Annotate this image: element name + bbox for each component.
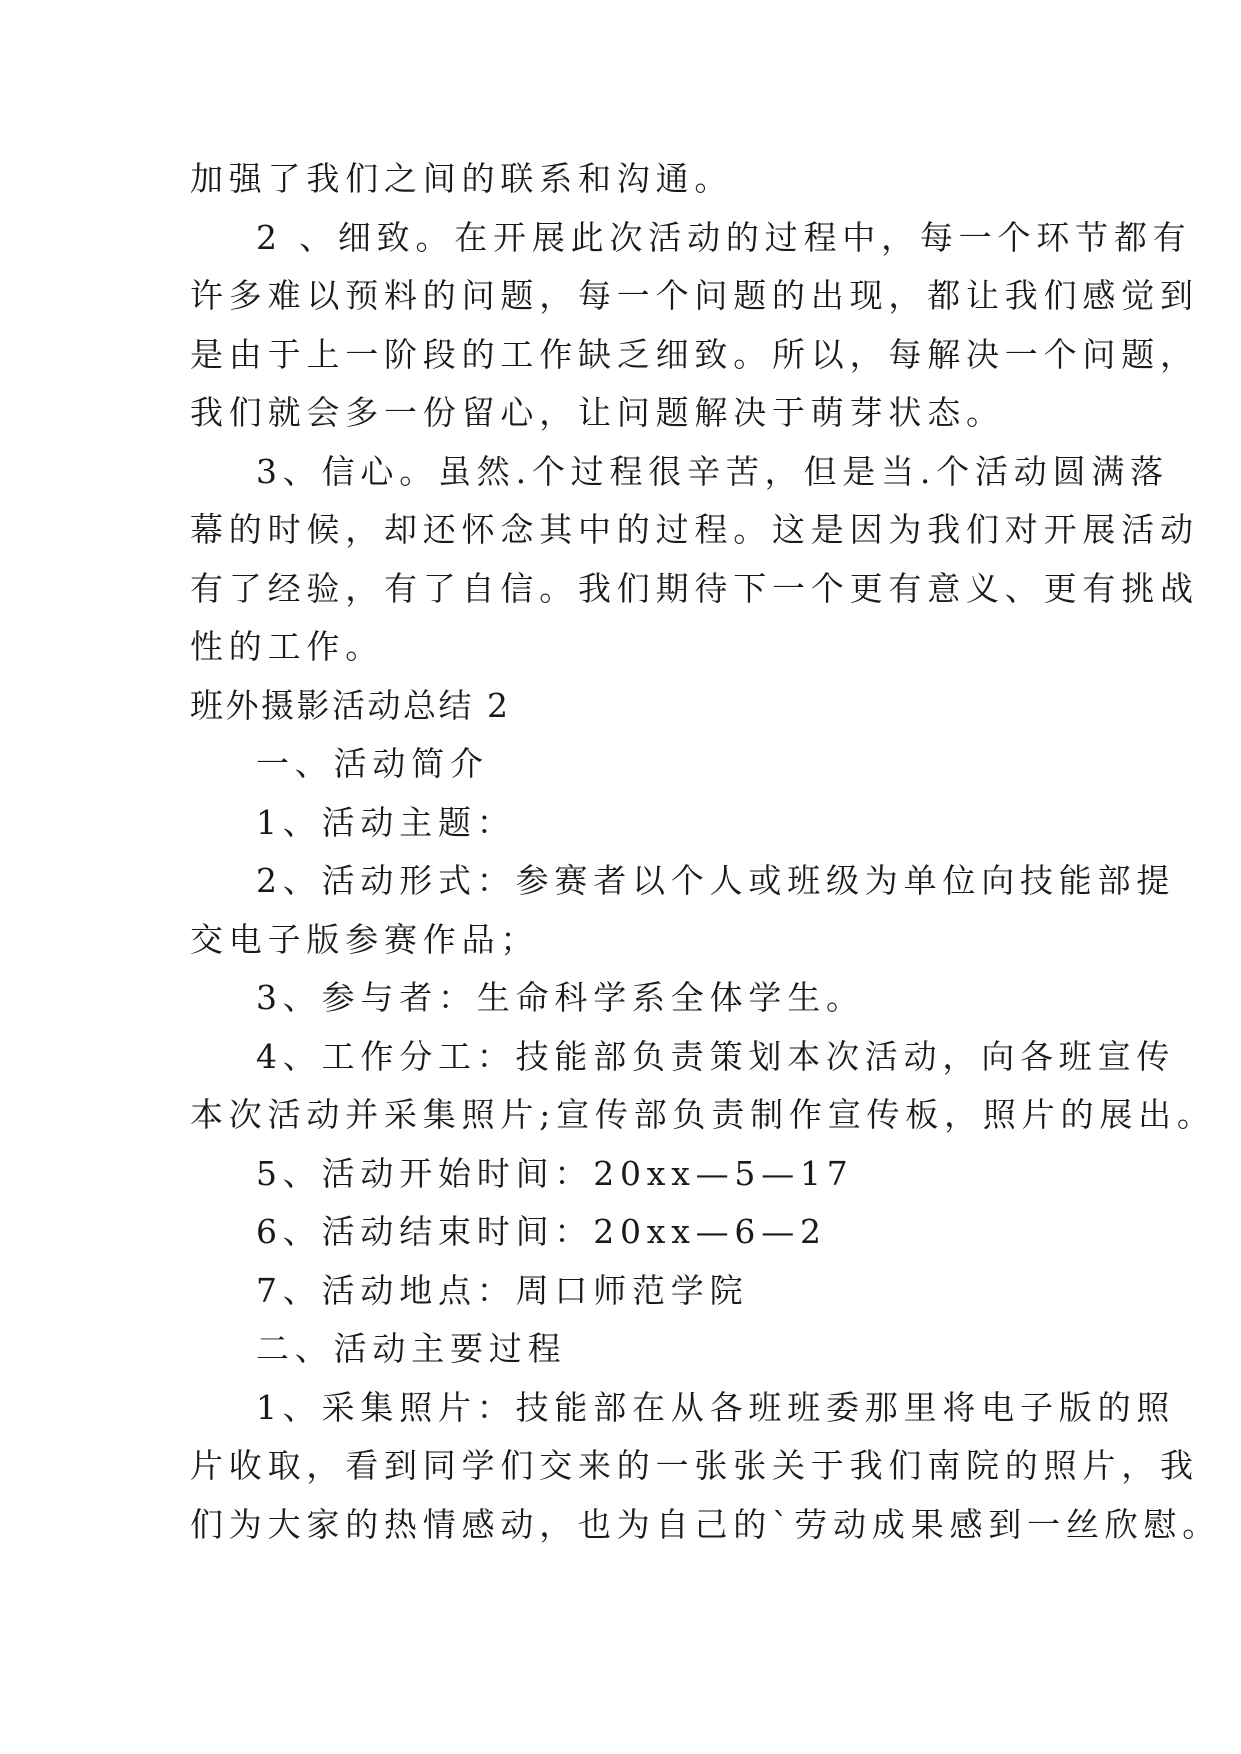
paragraph-line: 我们就会多一份留心，让问题解决于萌芽状态。 xyxy=(190,393,1005,432)
list-item: 5、活动开始时间：20xx—5—17 xyxy=(256,1153,854,1193)
paragraph-line: 是由于上一阶段的工作缺乏细致。所以，每解决一个问题， xyxy=(190,334,1199,374)
section-heading: 二、活动主要过程 xyxy=(256,1329,567,1368)
document-page xyxy=(190,150,1222,1554)
paragraph-line: 性的工作。 xyxy=(190,627,384,666)
section-heading: 一、活动简介 xyxy=(256,744,489,783)
list-item: 1、活动主题： xyxy=(256,802,516,842)
paragraph-line: 们为大家的热情感动，也为自己的`劳动成果感到一丝欣慰。 xyxy=(190,1504,1222,1544)
section-title: 班外摄影活动总结 2 xyxy=(190,685,511,725)
list-item: 3、参与者：生命科学系全体学生。 xyxy=(256,978,865,1017)
list-item: 1、采集照片：技能部在从各班班委那里将电子版的照 xyxy=(256,1387,1176,1427)
list-item: 7、活动地点：周口师范学院 xyxy=(256,1270,749,1310)
list-item: 2、活动形式：参赛者以个人或班级为单位向技能部提 xyxy=(256,861,1176,900)
list-item: 4、工作分工：技能部负责策划本次活动，向各班宣传 xyxy=(256,1036,1176,1076)
paragraph-line: 3、信心。虽然.个过程很辛苦，但是当.个活动圆满落 xyxy=(256,451,1169,491)
paragraph-line: 2 、细致。在开展此次活动的过程中，每一个环节都有 xyxy=(256,217,1192,257)
paragraph-line: 有了经验，有了自信。我们期待下一个更有意义、更有挑战 xyxy=(190,568,1199,608)
paragraph-line: 交电子版参赛作品； xyxy=(190,919,540,959)
paragraph-line: 许多难以预料的问题，每一个问题的出现，都让我们感觉到 xyxy=(190,276,1199,315)
paragraph-line: 加强了我们之间的联系和沟通。 xyxy=(190,159,734,198)
paragraph-line: 片收取，看到同学们交来的一张张关于我们南院的照片，我 xyxy=(190,1446,1199,1485)
list-item: 6、活动结束时间：20xx—6—2 xyxy=(256,1212,827,1251)
paragraph-line: 本次活动并采集照片;宣传部负责制作宣传板，照片的展出。 xyxy=(190,1095,1216,1134)
paragraph-line: 幕的时候，却还怀念其中的过程。这是因为我们对开展活动 xyxy=(190,510,1199,549)
